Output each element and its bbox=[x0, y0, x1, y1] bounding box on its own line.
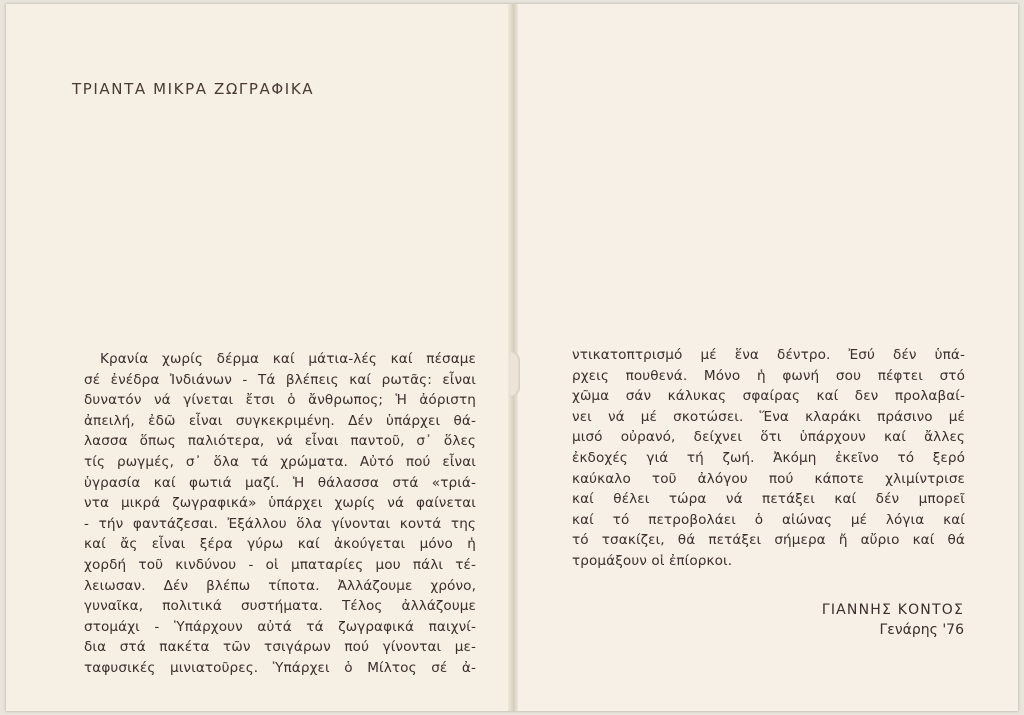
text-line: καί θέλει τώρα νά πετάξει καί δέν μπορεῖ bbox=[572, 491, 965, 508]
text-line: σέ ἐνέδρα Ἰνδιάνων - Τά βλέπεις καί ρωτᾶς: εἶναι bbox=[84, 371, 476, 388]
text-line: ρχεις πουθενά. Μόνο ἡ φωνή σου πέφτει στό bbox=[572, 367, 965, 384]
text-line: ἀπειλή, ἐδῶ εἶναι συγκεκριμένη. Δέν ὑπάρχει θά- bbox=[84, 412, 476, 429]
text-line: νει νά μέ σκοτώσει. Ἕνα κλαράκι πράσινο μέ bbox=[572, 408, 965, 425]
text-line: δυνατόν νά γίνεται ἔτσι ὁ ἄνθρωπος; Ἡ ἀόριστη bbox=[84, 392, 476, 409]
text-line: τίς ρωγμές, σ᾿ ὅλα τά χρώματα. Αὐτό πού εἶναι bbox=[84, 453, 476, 470]
signature-block bbox=[822, 600, 964, 640]
text-line: γυναῖκα, πολιτικά συστήματα. Τέλος ἀλλάζουμε bbox=[84, 598, 476, 615]
text-line: ἐκδοχές γιά τή ζωή. Ἀκόμη ἐκεῖνο τό ξερό bbox=[572, 449, 965, 466]
text-line: καύκαλο τοῦ ἀλόγου πού κάποτε χλιμίντρισε bbox=[572, 470, 965, 487]
staple-notch bbox=[510, 351, 520, 397]
text-line: μισό οὐρανό, δείχνει ὅτι ὑπάρχουν καί ἄλλες bbox=[572, 429, 965, 446]
left-page bbox=[6, 4, 511, 711]
text-line: ὑγρασία καί φωτιά μαζί. Ἡ θάλασσα στά «τριά- bbox=[84, 474, 476, 491]
text-line: καί τό πετροβολάει ὁ αἰώνας μέ λόγια καί bbox=[572, 511, 965, 528]
text-line: - τήν φαντάζεσαι. Ἐξάλλου ὅλα γίνονται κοντά της bbox=[84, 515, 476, 532]
booklet-spread bbox=[6, 4, 1018, 711]
text-line: λασσα ὅπως παλιότερα, νά εἶναι παντοῦ, σ᾿ ὅλες bbox=[84, 433, 476, 450]
right-body-text bbox=[572, 345, 965, 572]
text-line: Κρανία χωρίς δέρμα καί μάτια-λές καί πέσαμε bbox=[100, 351, 476, 367]
page-title: ΤΡΙΑΝΤΑ ΜΙΚΡΑ ΖΩΓΡΑΦΙΚΑ bbox=[72, 80, 315, 98]
text-line: τρομάξουν οἱ ἐπίορκοι. bbox=[572, 552, 733, 569]
date-line: Γενάρης '76 bbox=[879, 622, 964, 638]
left-body-text bbox=[84, 349, 476, 679]
text-line: χορδή τοῦ κινδύνου - οἱ μπαταρίες μου πάλι τέ- bbox=[84, 556, 476, 573]
text-line: καί ἄς εἶναι ξέρα γύρω καί ἀκούγεται μόνο ἡ bbox=[84, 536, 476, 553]
text-line: χῶμα σάν κάλυκας σφαίρας καί δεν προλαβαί- bbox=[572, 388, 965, 405]
text-line: τό τσακίζει, θά πετάξει σήμερα ἤ αὔριο καί θά bbox=[572, 532, 965, 549]
author-name: ΓΙΑΝΝΗΣ ΚΟΝΤΟΣ bbox=[821, 602, 964, 618]
text-line: ταφυσικές μινιατοῦρες. Ὑπάρχει ὁ Μίλτος σέ ἀ- bbox=[84, 659, 476, 676]
text-line: ντα μικρά ζωγραφικά» ὑπάρχει χωρίς νά φαίνεται bbox=[84, 495, 476, 512]
text-line: λειωσαν. Δέν βλέπω τίποτα. Ἀλλάζουμε χρόνο, bbox=[84, 577, 476, 594]
text-line: στομάχι - Ὑπάρχουν αὐτά τά ζωγραφικά παιχνί- bbox=[84, 618, 476, 635]
text-line: δια στά πακέτα τῶν τσιγάρων πού γίνονται με- bbox=[84, 639, 476, 656]
text-line: ντικατοπτρισμό μέ ἕνα δέντρο. Ἐσύ δέν ὑπά- bbox=[572, 347, 965, 363]
